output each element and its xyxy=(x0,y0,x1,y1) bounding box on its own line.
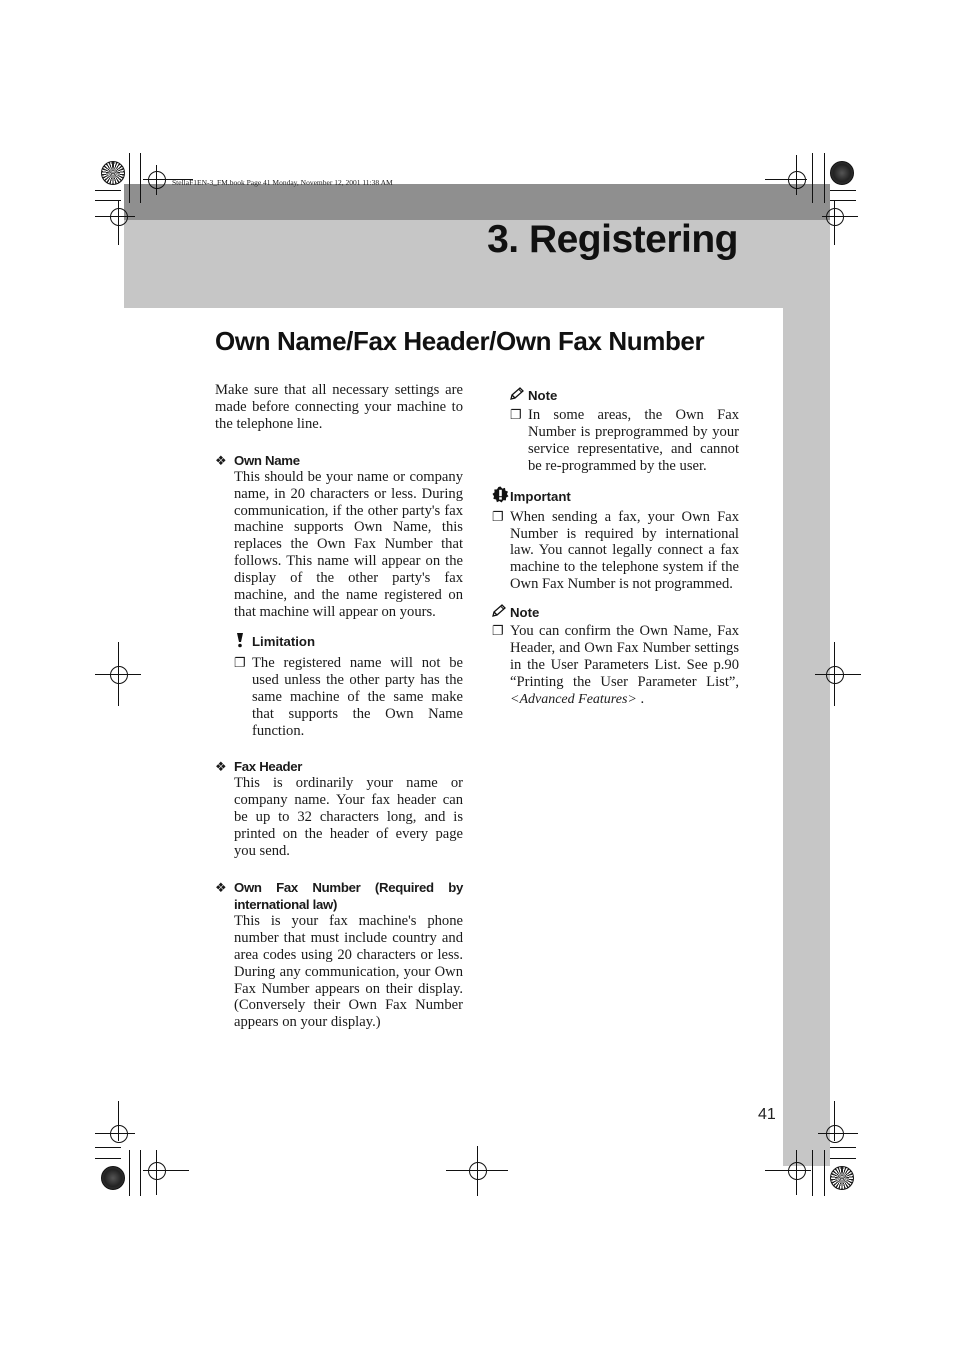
crosshair-icon xyxy=(788,171,806,189)
fax-header-heading: ❖ Fax Header xyxy=(215,759,303,775)
note-heading-2: Note xyxy=(492,604,739,621)
checkbox-bullet-icon: ❐ xyxy=(492,508,504,524)
checkbox-bullet-icon: ❐ xyxy=(234,654,246,670)
exclamation-icon xyxy=(234,632,252,652)
checkbox-bullet-icon: ❐ xyxy=(492,623,504,639)
crosshair-icon xyxy=(826,1125,844,1143)
own-name-heading: ❖ Own Name xyxy=(215,452,300,468)
chapter-banner-strip xyxy=(124,184,830,220)
right-column xyxy=(492,387,739,709)
color-registration-icon xyxy=(830,161,854,185)
crosshair-icon xyxy=(110,1125,128,1143)
important-heading: Important xyxy=(492,486,739,507)
color-registration-icon xyxy=(101,1166,125,1190)
crosshair-icon xyxy=(148,1162,166,1180)
side-band xyxy=(783,308,830,1166)
note-item-2: ❐ You can confirm the Own Name, Fax Header, and Own Fax Number settings in the User Parameters List. See p.90 “Printing the User Parameter List”, <Advanced Features> . xyxy=(492,623,739,707)
section-title: Own Name/Fax Header/Own Fax Number xyxy=(215,326,705,356)
crosshair-icon xyxy=(788,1162,806,1180)
own-fax-number-heading: ❖ Own Fax Number (Required by international law) xyxy=(215,879,463,912)
crosshair-icon xyxy=(148,171,166,189)
note-item: ❐ In some areas, the Own Fax Number is preprogrammed by your service representative, and cannot be re-programmed by the user. xyxy=(510,407,739,474)
advanced-features-reference: <Advanced Features> xyxy=(510,691,637,707)
crosshair-icon xyxy=(110,208,128,226)
page-number: 41 xyxy=(758,1106,776,1123)
own-fax-number-text: This is your fax machine's phone number that must include country and area codes using 20 characters or less. During any communication, your Own Fax Number appears on their display. (Conversely their Own Fax Number appears on your display.) xyxy=(234,912,463,1031)
own-name-text: This should be your name or company name, in 20 characters or less. During communication, if the other party's fax machine supports Own Name, this replaces the Own Fax Number that follows. This name will appear on the display of the other party's fax machine, and the name registered on that machine will appear on yours. xyxy=(234,468,463,620)
important-badge-icon xyxy=(492,486,510,507)
limitation-heading: Limitation xyxy=(234,632,463,652)
chapter-title: 3. Registering xyxy=(487,218,738,261)
diamond-bullet-icon: ❖ xyxy=(215,879,227,895)
pencil-icon xyxy=(510,387,528,404)
note-heading: Note xyxy=(492,387,739,404)
limitation-item: ❐ The registered name will not be used unless the other party has the same machine of the same make that supports the Own Name function. xyxy=(234,654,463,739)
crosshair-icon xyxy=(469,1162,487,1180)
crosshair-icon xyxy=(826,666,844,684)
crosshair-icon xyxy=(110,666,128,684)
left-column xyxy=(215,382,463,1031)
crosshair-icon xyxy=(826,208,844,226)
diamond-bullet-icon: ❖ xyxy=(215,452,227,468)
color-registration-icon xyxy=(101,161,125,185)
color-registration-icon xyxy=(830,1166,854,1190)
important-item: ❐ When sending a fax, your Own Fax Number is required by international law. You cannot legally connect a fax machine to the telephone system if the Own Fax Number is not programmed. xyxy=(492,508,739,593)
file-info: StellaF1EN-3_FM.book Page 41 Monday, November 12, 2001 11:38 AM xyxy=(172,178,393,187)
diamond-bullet-icon: ❖ xyxy=(215,759,227,775)
checkbox-bullet-icon: ❐ xyxy=(510,407,522,422)
intro-paragraph: Make sure that all necessary settings are made before connecting your machine to the telephone line. xyxy=(215,382,463,432)
pencil-icon xyxy=(492,604,510,621)
fax-header-text: This is ordinarily your name or company name. Your fax header can be up to 32 characters long, and is printed on the header of every page you send. xyxy=(234,775,463,860)
